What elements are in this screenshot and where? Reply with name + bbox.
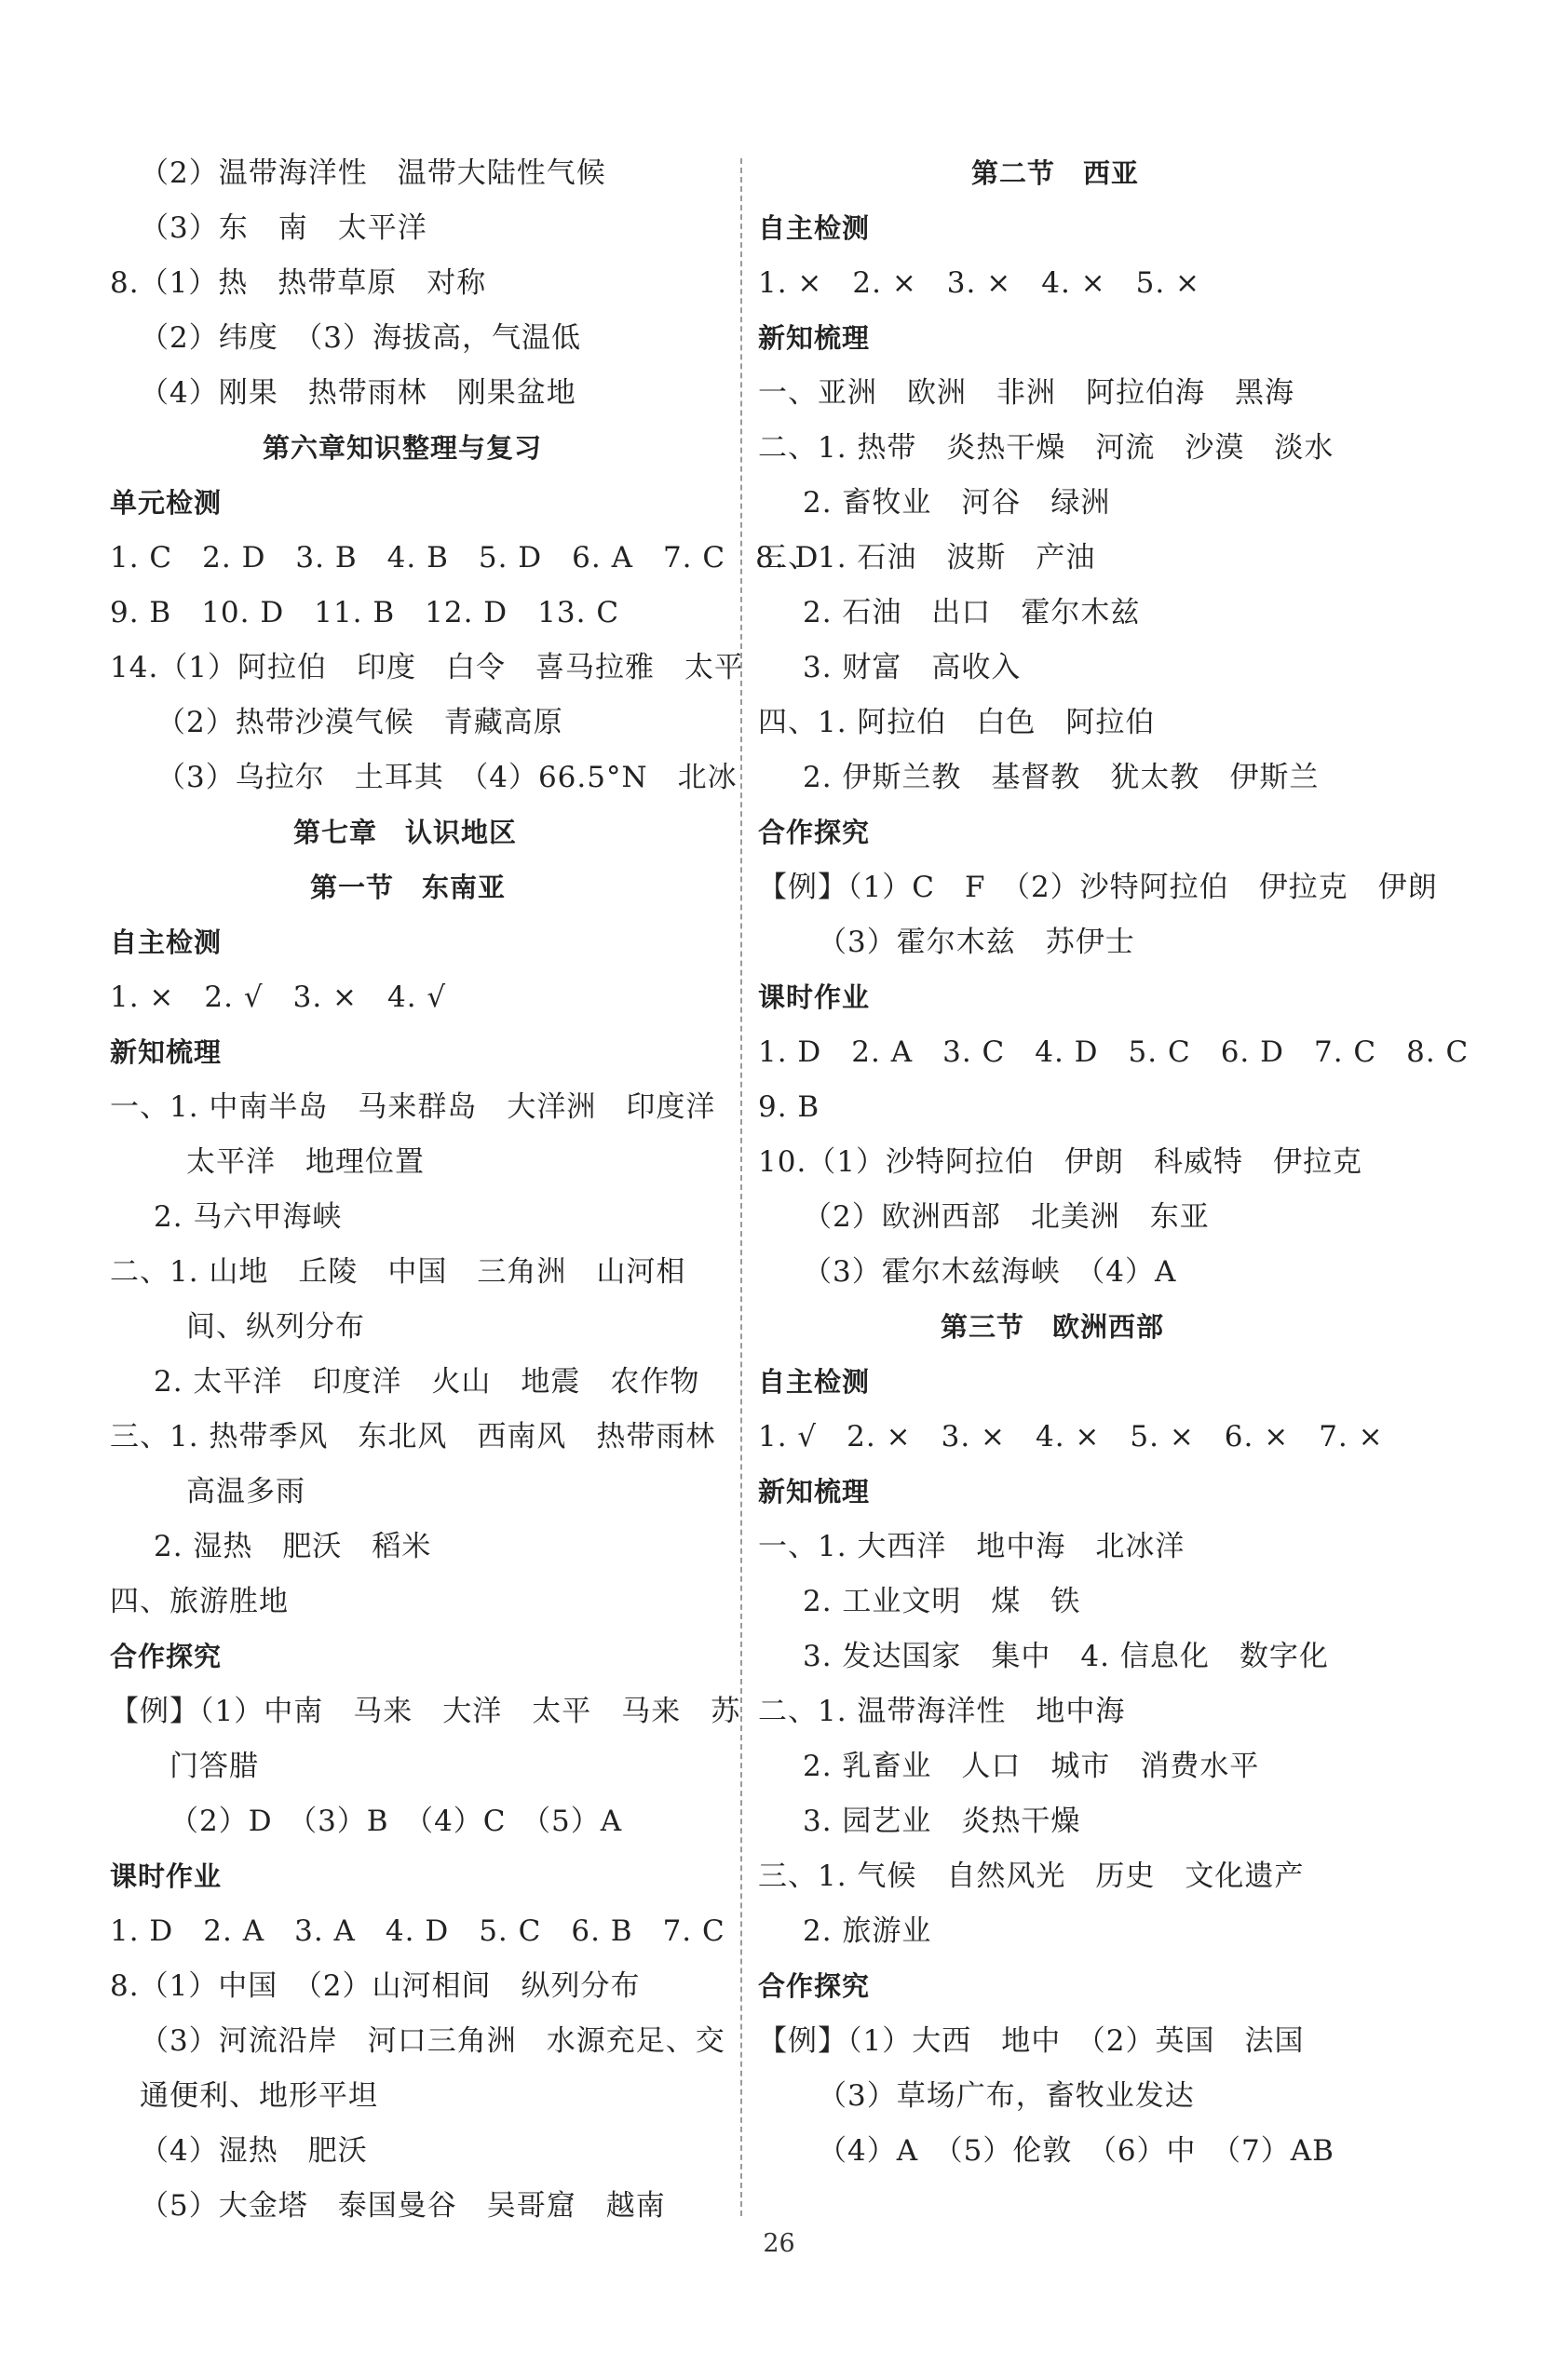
subsection-heading: 新知梳理 — [758, 322, 871, 354]
answer-line: （3）乌拉尔 土耳其 （4）66.5°N 北冰 — [156, 761, 738, 794]
answer-line: 【例】（1）中南 马来 大洋 太平 马来 苏 — [110, 1695, 741, 1728]
answer-line: 2. 石油 出口 霍尔木兹 — [803, 596, 1141, 629]
answer-line: （3）草场广布，畜牧业发达 — [818, 2079, 1195, 2113]
answer-line: 8.（1）热 热带草原 对称 — [110, 266, 487, 300]
answer-line: 高温多雨 — [186, 1475, 305, 1508]
answer-line: 2. 伊斯兰教 基督教 犹太教 伊斯兰 — [803, 761, 1320, 794]
answer-line: （3）东 南 太平洋 — [140, 211, 427, 245]
answer-line: 1. D 2. A 3. A 4. D 5. C 6. B 7. C — [110, 1914, 725, 1948]
answer-line: 14.（1）阿拉伯 印度 白令 喜马拉雅 太平 — [110, 651, 745, 684]
answer-line: （2）温带海洋性 温带大陆性气候 — [140, 156, 606, 190]
answer-line: （2）D （3）B （4）C （5）A — [169, 1805, 623, 1838]
answer-line: 【例】（1）大西 地中 （2）英国 法国 — [758, 2024, 1305, 2058]
answer-line: （5）大金塔 泰国曼谷 吴哥窟 越南 — [140, 2189, 666, 2223]
answer-line: 间、纵列分布 — [186, 1310, 365, 1344]
answer-line: 9. B — [758, 1090, 820, 1124]
answer-line: 三、1. 石油 波斯 产油 — [758, 541, 1096, 575]
answer-line: 2. 工业文明 煤 铁 — [803, 1585, 1081, 1618]
answer-line: 2. 太平洋 印度洋 火山 地震 农作物 — [154, 1365, 700, 1399]
answer-line: 四、1. 阿拉伯 白色 阿拉伯 — [758, 706, 1156, 739]
section-title: 第三节 欧洲西部 — [941, 1311, 1165, 1343]
answer-line: 10.（1）沙特阿拉伯 伊朗 科威特 伊拉克 — [758, 1145, 1363, 1179]
section-title: 第一节 东南亚 — [310, 872, 507, 903]
answer-line: 门答腊 — [169, 1750, 259, 1783]
answer-line: 二、1. 山地 丘陵 中国 三角洲 山河相 — [110, 1255, 686, 1289]
answer-line: （2）欧洲西部 北美洲 东亚 — [803, 1200, 1210, 1234]
answer-line: 1. √ 2. × 3. × 4. × 5. × 6. × 7. × — [758, 1420, 1384, 1454]
answer-line: 四、旅游胜地 — [110, 1585, 289, 1618]
subsection-heading: 合作探究 — [758, 817, 871, 848]
answer-line: 2. 马六甲海峡 — [154, 1200, 343, 1234]
answer-line: 三、1. 气候 自然风光 历史 文化遗产 — [758, 1859, 1305, 1893]
answer-line: 一、1. 大西洋 地中海 北冰洋 — [758, 1530, 1185, 1563]
answer-line: （4）刚果 热带雨林 刚果盆地 — [140, 376, 576, 410]
answer-line: 9. B 10. D 11. B 12. D 13. C — [110, 596, 620, 629]
answer-line: 1. × 2. × 3. × 4. × 5. × — [758, 266, 1201, 300]
answer-line: 一、亚洲 欧洲 非洲 阿拉伯海 黑海 — [758, 376, 1294, 410]
answer-line: 3. 发达国家 集中 4. 信息化 数字化 — [803, 1640, 1329, 1673]
answer-line: 2. 乳畜业 人口 城市 消费水平 — [803, 1750, 1260, 1783]
answer-line: 2. 湿热 肥沃 稻米 — [154, 1530, 432, 1563]
answer-line: 1. D 2. A 3. C 4. D 5. C 6. D 7. C 8. C — [758, 1035, 1470, 1069]
answer-line: 1. C 2. D 3. B 4. B 5. D 6. A 7. C 8. D — [110, 541, 820, 575]
subsection-heading: 单元检测 — [110, 487, 223, 519]
answer-line: 8.（1）中国 （2）山河相间 纵列分布 — [110, 1969, 641, 2003]
answer-line: 二、1. 温带海洋性 地中海 — [758, 1695, 1126, 1728]
subsection-heading: 合作探究 — [110, 1641, 223, 1672]
subsection-heading: 自主检测 — [758, 212, 871, 244]
answer-line: 1. × 2. √ 3. × 4. √ — [110, 980, 447, 1014]
answer-line: 3. 财富 高收入 — [803, 651, 1022, 684]
answer-line: （3）霍尔木兹海峡 （4）A — [803, 1255, 1177, 1289]
subsection-heading: 课时作业 — [758, 981, 871, 1013]
answer-line: （4）A （5）伦敦 （6）中 （7）AB — [818, 2134, 1334, 2168]
subsection-heading: 新知梳理 — [758, 1476, 871, 1508]
section-title: 第二节 西亚 — [971, 157, 1140, 189]
subsection-heading: 合作探究 — [758, 1970, 871, 2002]
answer-line: （4）湿热 肥沃 — [140, 2134, 368, 2168]
answer-line: 2. 旅游业 — [803, 1914, 932, 1948]
section-title: 第七章 认识地区 — [293, 817, 518, 848]
answer-line: （3）河流沿岸 河口三角洲 水源充足、交 — [140, 2024, 725, 2058]
subsection-heading: 自主检测 — [110, 926, 223, 958]
answer-line: 通便利、地形平坦 — [140, 2079, 378, 2113]
answer-line: （2）热带沙漠气候 青藏高原 — [156, 706, 563, 739]
subsection-heading: 课时作业 — [110, 1860, 223, 1892]
answer-line: 一、1. 中南半岛 马来群岛 大洋洲 印度洋 — [110, 1090, 716, 1124]
answer-line: （3）霍尔木兹 苏伊士 — [818, 926, 1135, 959]
answer-line: 三、1. 热带季风 东北风 西南风 热带雨林 — [110, 1420, 716, 1454]
answer-line: 太平洋 地理位置 — [186, 1145, 425, 1179]
page-number: 26 — [763, 2229, 795, 2258]
answer-line: （2）纬度 （3）海拔高，气温低 — [140, 321, 581, 355]
section-title: 第六章知识整理与复习 — [263, 432, 543, 464]
column-divider — [740, 158, 742, 2216]
answer-line: 3. 园艺业 炎热干燥 — [803, 1805, 1081, 1838]
answer-line: 2. 畜牧业 河谷 绿洲 — [803, 486, 1111, 520]
subsection-heading: 新知梳理 — [110, 1036, 223, 1068]
answer-line: 二、1. 热带 炎热干燥 河流 沙漠 淡水 — [758, 431, 1334, 465]
subsection-heading: 自主检测 — [758, 1366, 871, 1398]
answer-line: 【例】（1）C F （2）沙特阿拉伯 伊拉克 伊朗 — [758, 871, 1438, 904]
